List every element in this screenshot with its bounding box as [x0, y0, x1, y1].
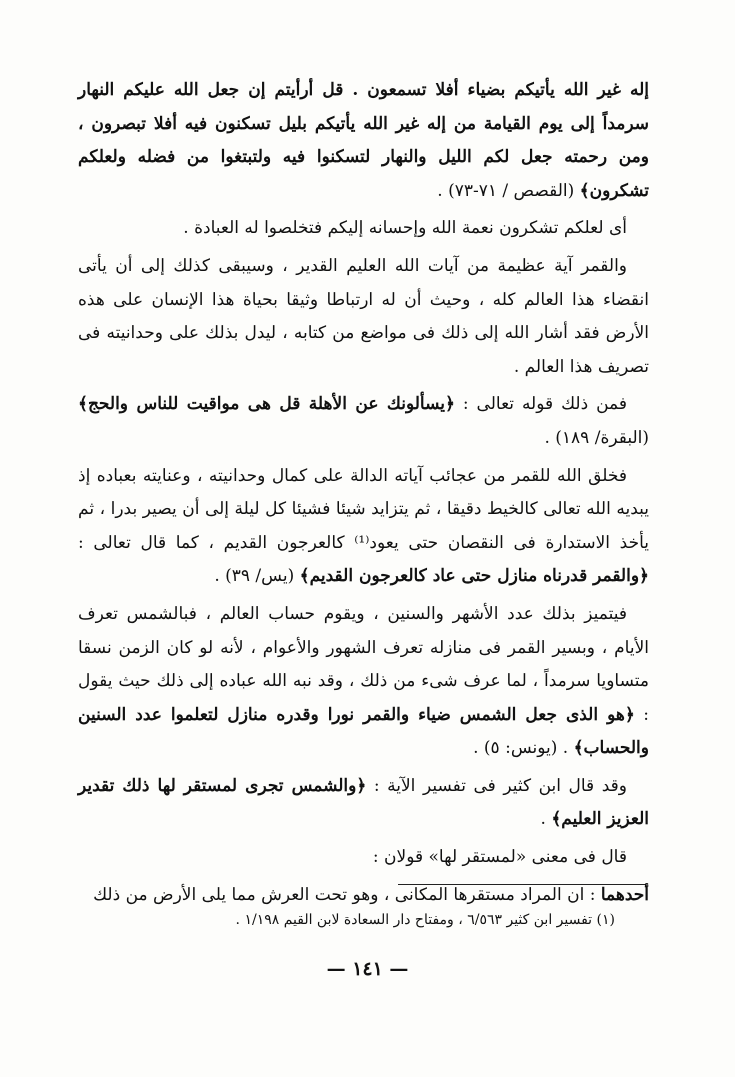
paragraph-text: فخلق الله للقمر من عجائب آياته الدالة على كمال وحدانيته ، وعنايته بعباده إذ يبديه الله تعالى كالخيط دقيقا ، ثم يتزايد شيئا فشيئا كل ليلة إلى أن يصير بدرا ، ثم يأخذ الاستدارة فى النقصان حتى يعود⁽¹⁾ كالعرجون القديم ، كما قال تعالى : [78, 465, 649, 553]
quran-verse: ﴿هو الذى جعل الشمس ضياء والقمر نورا وقدره منازل لتعلموا عدد السنين والحساب﴾ [78, 704, 649, 759]
body-text [78, 74, 649, 912]
paragraph-text: فمن ذلك قوله تعالى : [454, 394, 627, 415]
paragraph-text: والقمر آية عظيمة من آيات الله العليم القدير ، وسيبقى كذلك إلى أن يأتى انقضاء هذا العالم كله ، وحيث أن له ارتباطا وثيقا بحياة هذا الإنسان على هذه الأرض فقد أشار الله إلى ذلك فى مواضع من كتابه ، ليدل بذلك على وحدانيته فى تصريف هذا العالم . [78, 255, 649, 377]
paragraph-5 [78, 460, 649, 594]
paragraph-text: وقد قال ابن كثير فى تفسير الآية : [366, 775, 627, 796]
paragraph-4 [78, 388, 649, 455]
quran-verse: ﴿والقمر قدرناه منازل حتى عاد كالعرجون القديم﴾ [299, 566, 649, 587]
verse-reference: (يس/ ٣٩) . [214, 566, 300, 587]
paragraph-8 [78, 841, 649, 875]
verse-reference: (البقرة/ ١٨٩) . [544, 427, 649, 448]
paragraph-2 [78, 212, 649, 246]
page-number: — ١٤١ — [326, 958, 409, 980]
quran-verse: إله غير الله يأتيكم بضياء أفلا تسمعون . قل أرأيتم إن جعل الله عليكم النهار سرمداً إلى يوم القيامة من إله غير الله يأتيكم بليل تسكنون فيه أفلا تبصرون ، ومن رحمته جعل لكم الليل والنهار لتسكنوا فيه ولتبتغوا من فضله ولعلكم تشكرون﴾ [78, 80, 649, 201]
verse-reference: . (يونس: ٥) . [473, 738, 574, 759]
quran-verse: ﴿والشمس تجرى لمستقر لها ذلك تقدير العزيز العليم﴾ [78, 775, 649, 830]
footnote-divider [398, 884, 645, 885]
paragraph-text: : ان المراد مستقرها المكانى ، وهو تحت العرش مما يلى الأرض من ذلك [93, 884, 601, 905]
list-label: أحدهما [600, 884, 649, 905]
paragraph-3 [78, 250, 649, 384]
paragraph-7 [78, 770, 649, 837]
paragraph-text: . [540, 809, 552, 830]
paragraph-6 [78, 598, 649, 766]
verse-reference: (القصص / ٧١-٧٣) . [437, 180, 580, 201]
quran-verse: ﴿يسألونك عن الأهلة قل هى مواقيت للناس والحج﴾ [78, 394, 455, 415]
paragraph-text: فيتميز بذلك عدد الأشهر والسنين ، ويقوم حساب العالم ، فبالشمس تعرف الأيام ، وبسير القمر فى منازله تعرف الشهور والأعوام ، لأنه لو كان الزمن نسقا متساويا سرمداً ، لما عرف شىء من ذلك ، وقد نبه الله عباده إلى ذلك حيث يقول : [78, 603, 649, 725]
footnote: (١) تفسير ابن كثير ٦/٥٦٣ ، ومفتاح دار السعادة لابن القيم ١/١٩٨ . [235, 912, 615, 928]
paragraph-text: أى لعلكم تشكرون نعمة الله وإحسانه إليكم فتخلصوا له العبادة . [183, 218, 627, 239]
paragraph-text: قال فى معنى «لمستقر لها» قولان : [372, 847, 627, 868]
paragraph-1 [78, 74, 649, 208]
